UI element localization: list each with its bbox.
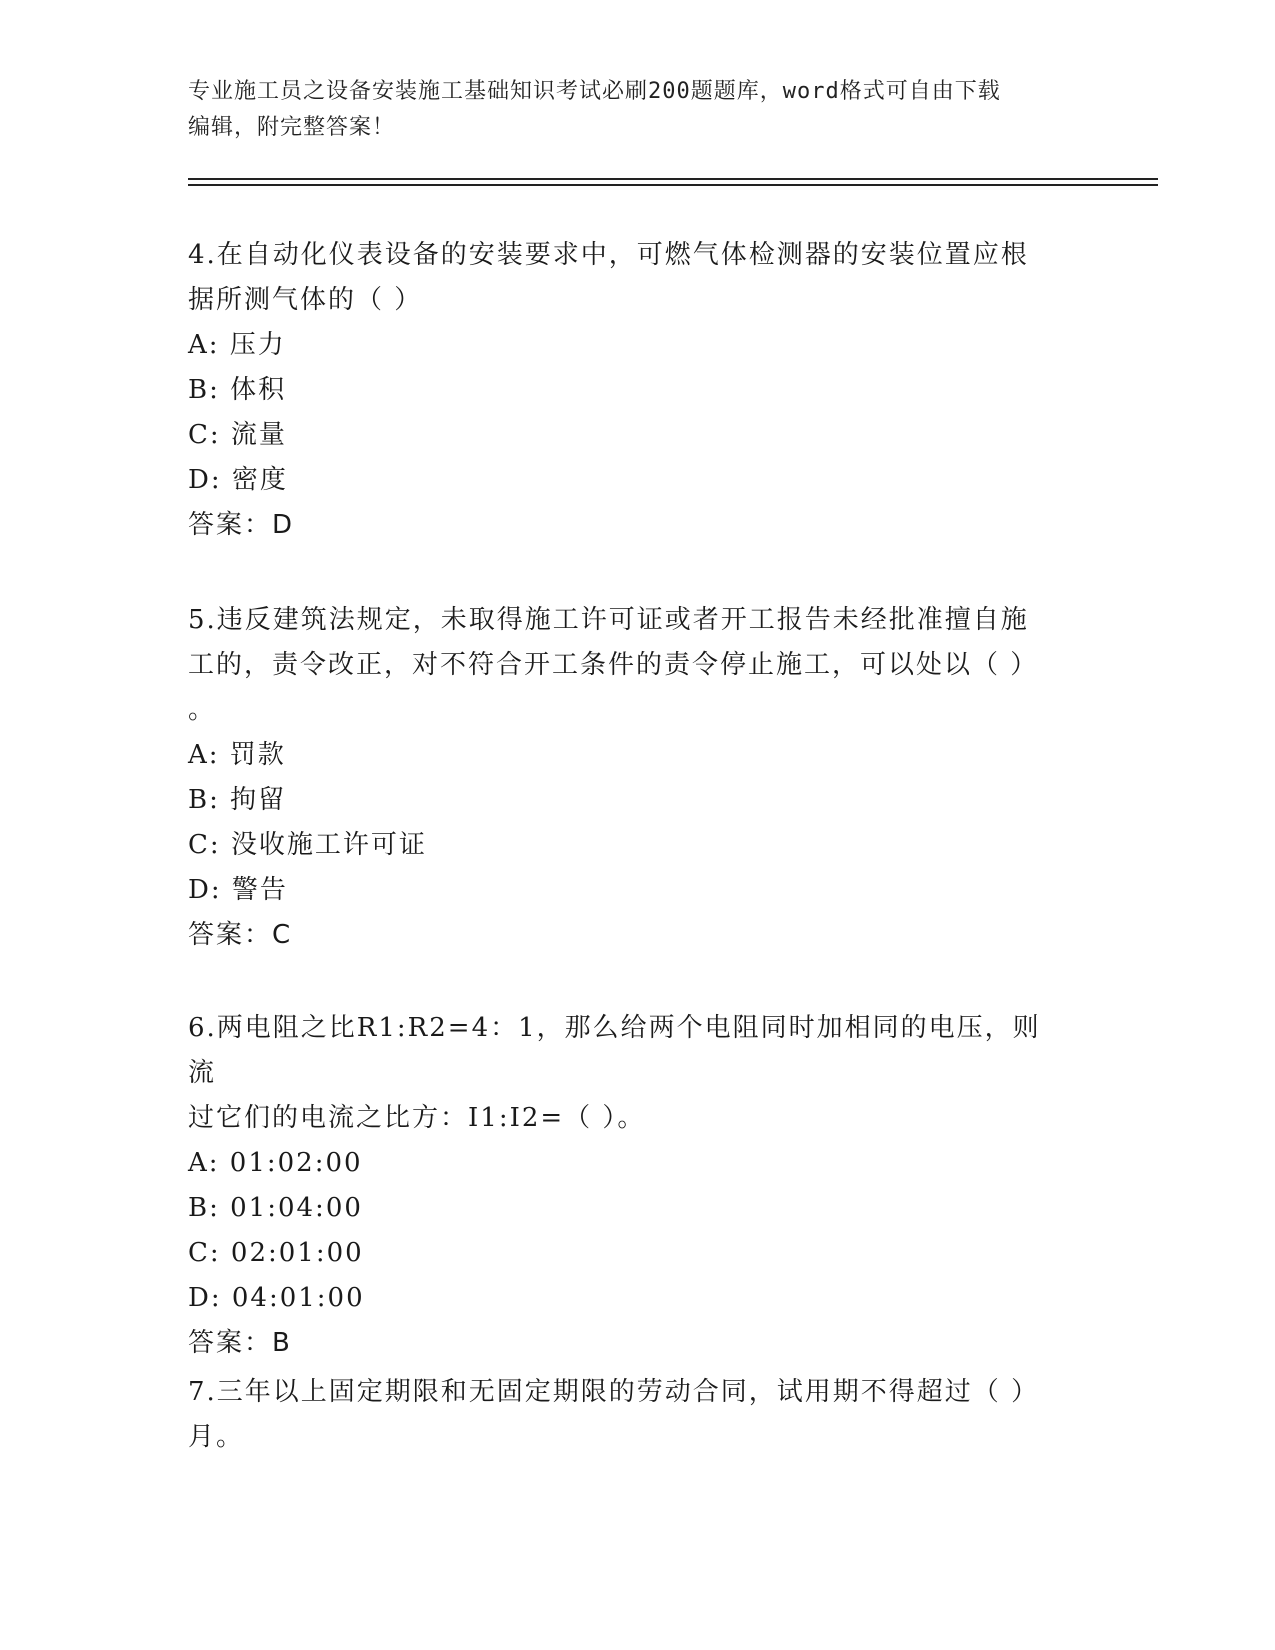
option-b: B: 拘留 bbox=[188, 785, 287, 815]
answer-line: 答案：B bbox=[188, 1328, 292, 1358]
option-d: D: 04:01:00 bbox=[188, 1283, 365, 1313]
option-a: A: 01:02:00 bbox=[188, 1148, 363, 1178]
option-b: B: 01:04:00 bbox=[188, 1193, 363, 1223]
question-5 bbox=[188, 598, 1068, 958]
question-stem-line: 7.三年以上固定期限和无固定期限的劳动合同，试用期不得超过（ ） bbox=[188, 1377, 1040, 1407]
question-stem-line: 过它们的电流之比方：I1:I2=（ ）。 bbox=[188, 1103, 646, 1133]
question-stem-line: 据所测气体的（ ） bbox=[188, 285, 423, 315]
answer-line: 答案：C bbox=[188, 920, 293, 950]
question-6 bbox=[188, 1006, 1068, 1366]
option-c: C: 流量 bbox=[188, 420, 287, 450]
option-c: C: 没收施工许可证 bbox=[188, 830, 427, 860]
option-b: B: 体积 bbox=[188, 375, 287, 405]
header-divider-bottom bbox=[188, 184, 1158, 186]
option-c: C: 02:01:00 bbox=[188, 1238, 364, 1268]
header-title-line-2: 编辑，附完整答案！ bbox=[188, 115, 396, 140]
question-stem-line: 工的，责令改正，对不符合开工条件的责令停止施工，可以处以（ ） bbox=[188, 650, 1039, 680]
option-d: D: 警告 bbox=[188, 875, 288, 905]
question-stem-line: 4.在自动化仪表设备的安装要求中，可燃气体检测器的安装位置应根 bbox=[188, 240, 1029, 270]
question-stem-line: 6.两电阻之比R1:R2=4：1，那么给两个电阻同时加相同的电压，则流 bbox=[188, 1013, 1041, 1088]
question-stem-line: 5.违反建筑法规定，未取得施工许可证或者开工报告未经批准擅自施 bbox=[188, 605, 1029, 635]
option-a: A: 压力 bbox=[188, 330, 286, 360]
header-title-line-1: 专业施工员之设备安装施工基础知识考试必刷200题题库，word格式可自由下载 bbox=[188, 79, 1001, 104]
answer-line: 答案：D bbox=[188, 510, 295, 540]
question-7 bbox=[188, 1370, 1068, 1460]
header-divider-top bbox=[188, 178, 1158, 180]
document-header bbox=[188, 74, 1068, 146]
question-stem-line: 月。 bbox=[188, 1422, 245, 1452]
option-a: A: 罚款 bbox=[188, 740, 286, 770]
question-4 bbox=[188, 233, 1068, 548]
question-stem-line: 。 bbox=[188, 695, 217, 725]
option-d: D: 密度 bbox=[188, 465, 288, 495]
